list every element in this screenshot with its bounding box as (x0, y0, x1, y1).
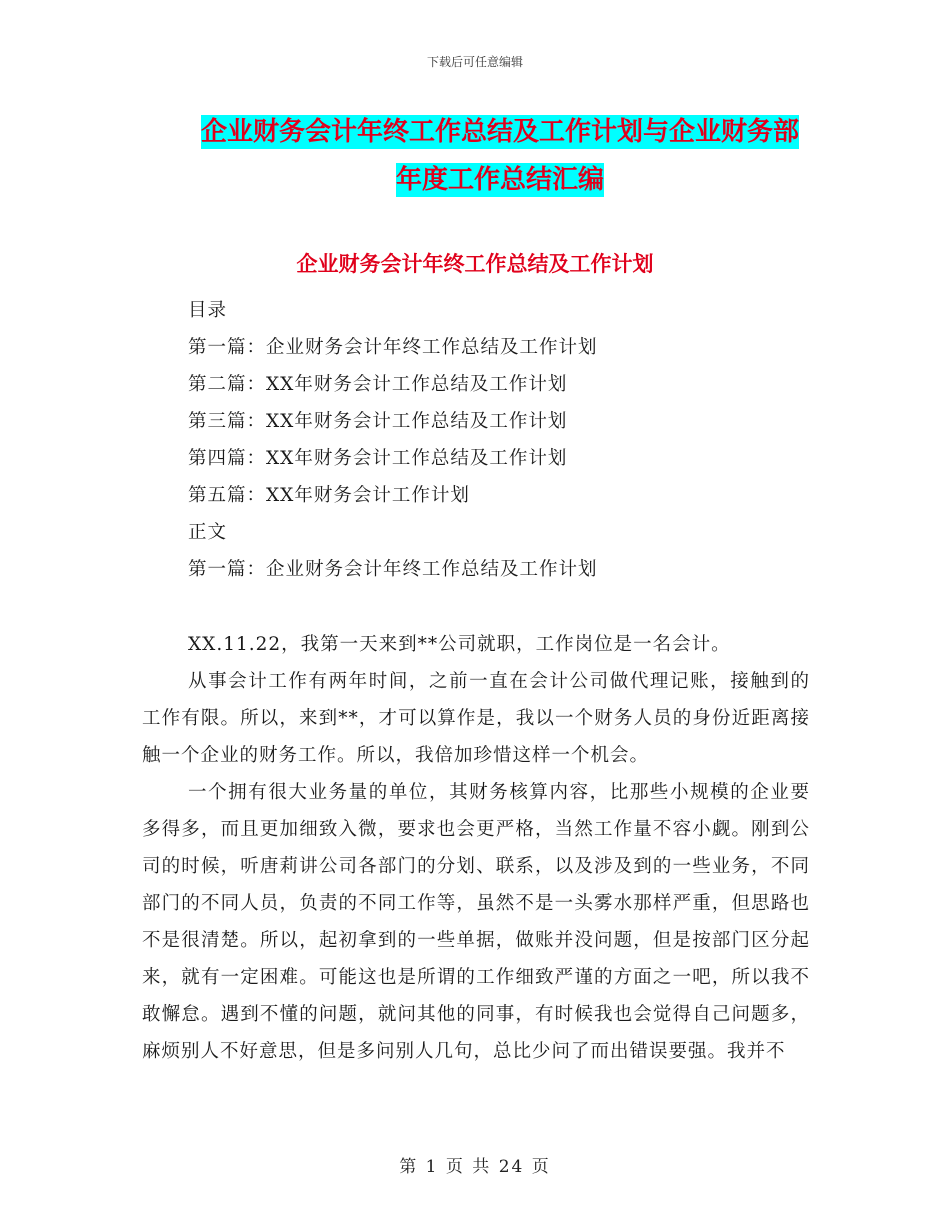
table-of-contents (188, 292, 828, 588)
date-line: XX.11.22，我第一天来到**公司就职，工作岗位是一名会计。 (188, 634, 731, 655)
toc-heading: 目录 (188, 300, 228, 321)
toc-item: 第三篇：XX年财务会计工作总结及工作计划 (188, 411, 568, 432)
main-title-line1: 企业财务会计年终工作总结及工作计划与企业财务部 (200, 117, 799, 147)
main-title (190, 108, 810, 204)
first-chapter-heading: 第一篇：企业财务会计年终工作总结及工作计划 (188, 559, 598, 580)
sub-title: 企业财务会计年终工作总结及工作计划 (296, 252, 654, 276)
paragraph: 一个拥有很大业务量的单位，其财务核算内容，比那些小规模的企业要多得多，而且更加细致入微，要求也会更严格，当然工作量不容小觑。刚到公司的时候，听唐莉讲公司各部门的分划、联系，以及涉及到的一些业务，不同部门的不同人员，负责的不同工作等，虽然不是一头雾水那样严重，但思路也不是很清楚。所以，起初拿到的一些单据，做账并没问题，但是按部门区分起来，就有一定困难。可能这也是所谓的工作细致严谨的方面之一吧，所以我不敢懈怠。遇到不懂的问题，就问其他的同事，有时候我也会觉得自己问题多，麻烦别人不好意思，但是多问别人几句，总比少问了而出错误要强。我并不 (142, 782, 810, 1062)
body-heading: 正文 (188, 522, 228, 543)
toc-item: 第五篇：XX年财务会计工作计划 (188, 485, 470, 506)
main-title-line2: 年度工作总结汇编 (395, 165, 604, 195)
page-footer: 第 1 页 共 24 页 (399, 1157, 551, 1177)
paragraph: 从事会计工作有两年时间，之前一直在会计公司做代理记账，接触到的工作有限。所以，来到**，才可以算作是，我以一个财务人员的身份近距离接触一个企业的财务工作。所以，我倍加珍惜这样一个机会。 (142, 671, 810, 766)
toc-item: 第一篇：企业财务会计年终工作总结及工作计划 (188, 337, 598, 358)
header-note: 下载后可任意编辑 (426, 55, 523, 69)
toc-item: 第四篇：XX年财务会计工作总结及工作计划 (188, 448, 568, 469)
document-body (142, 626, 810, 1070)
toc-item: 第二篇：XX年财务会计工作总结及工作计划 (188, 374, 568, 395)
